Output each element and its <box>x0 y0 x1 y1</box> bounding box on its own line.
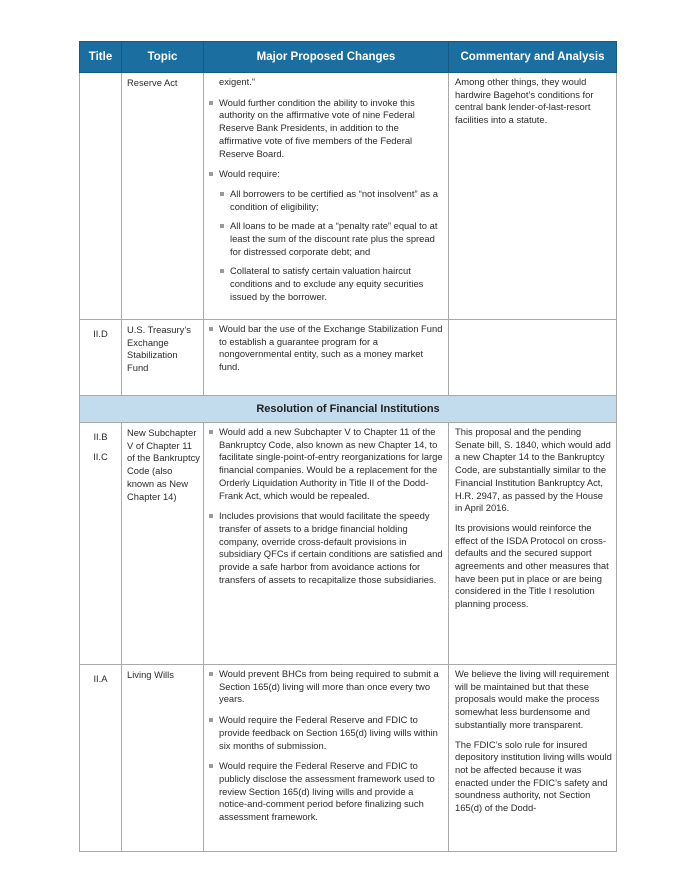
list-item: Would add a new Subchapter V to Chapter 11 of the Bankruptcy Code, also known as new Chapter 14, to facilitate single-point-of-entry reorganizations for large financial companies. Would be a replacement for the Orderly Liquidation Authority in Title II of the Dodd-Frank Act, which would be repealed. <box>208 426 444 502</box>
title-cell: II.A <box>80 665 122 852</box>
title-code: II.B <box>93 431 108 442</box>
table-row <box>80 320 617 396</box>
header-row <box>80 42 617 73</box>
commentary-paragraph: Among other things, they would hardwire Bagehot’s conditions for central bank lender-of-last-resort facilities into a statute. <box>455 76 594 126</box>
list-item: Would require the Federal Reserve and FDIC to provide feedback on Section 165(d) living wills within six months of submission. <box>208 714 444 752</box>
table-row <box>80 423 617 665</box>
title-cell <box>80 423 122 665</box>
section-row <box>80 396 617 423</box>
proposals-table <box>79 41 617 852</box>
changes-cell <box>204 320 449 396</box>
title-cell: II.D <box>80 320 122 396</box>
title-cell <box>80 73 122 320</box>
title-code: II.C <box>93 450 108 462</box>
list-item: Would prevent BHCs from being required to submit a Section 165(d) living will more than once every two years. <box>208 668 444 706</box>
header-commentary: Commentary and Analysis <box>449 42 617 73</box>
sub-list-item: Collateral to satisfy certain valuation haircut conditions and to exclude any equity securities issued by the borrower. <box>219 265 444 303</box>
changes-cell <box>204 73 449 320</box>
sub-list <box>219 188 444 304</box>
header-topic: Topic <box>122 42 204 73</box>
sub-list-item: All borrowers to be certified as “not insolvent” as a condition of eligibility; <box>219 188 444 213</box>
changes-cell <box>204 423 449 665</box>
changes-list <box>208 426 444 586</box>
list-item: Would require the Federal Reserve and FDIC to publicly disclose the assessment framework used to review Section 165(d) living wills and provide a notice-and-comment period before finalizing such assessment framework. <box>208 760 444 824</box>
commentary-paragraph: The FDIC’s solo rule for insured depository institution living wills would not be affected because it was enacted under the FDIC’s safety and soundness authority, not Section 165(d) of the Dodd- <box>455 738 612 814</box>
commentary-paragraph: This proposal and the pending Senate bill, S. 1840, which would add a new Chapter 14 to the Bankruptcy Code, are substantially similar to the Financial Institution Bankruptcy Act, H.R. 2947, as passed by the House in April 2016. <box>455 426 611 514</box>
changes-list <box>208 97 444 304</box>
header-changes: Major Proposed Changes <box>204 42 449 73</box>
changes-cell <box>204 665 449 852</box>
list-item: Would further condition the ability to invoke this authority on the affirmative vote of nine Federal Reserve Bank Presidents, in addition to the affirmative vote of five members of the Federal Reserve Board. <box>208 97 444 161</box>
list-item: Includes provisions that would facilitate the speedy transfer of assets to a bridge financial holding company, override cross-default provisions in subsidiary QFCs if certain conditions are satisfied and provide a safe harbor from avoidance actions for transfers of assets to recapitalize those subsidiaries. <box>208 510 444 586</box>
table-row <box>80 73 617 320</box>
topic-cell: Living Wills <box>122 665 204 852</box>
changes-list <box>208 668 444 824</box>
section-heading: Resolution of Financial Institutions <box>80 396 617 423</box>
commentary-cell <box>449 665 617 852</box>
sub-list-item: All loans to be made at a “penalty rate” equal to at least the sum of the discount rate plus the spread for distressed corporate debt; and <box>219 220 444 258</box>
commentary-paragraph: Its provisions would reinforce the effect of the ISDA Protocol on cross-defaults and the secured support agreements and other measures that have been put in place or are being considered in the Title I resolution planning process. <box>455 521 609 610</box>
header-title: Title <box>80 42 122 73</box>
table-row <box>80 665 617 852</box>
commentary-cell <box>449 320 617 396</box>
list-item <box>208 168 444 303</box>
topic-cell: New Subchapter V of Chapter 11 of the Bankruptcy Code (also known as New Chapter 14) <box>122 423 204 665</box>
commentary-cell <box>449 73 617 320</box>
list-item-text: Would require: <box>219 168 280 180</box>
commentary-paragraph: We believe the living will requirement will be maintained but that these proposals would make the process somewhat less burdensome and substantially more transparent. <box>455 668 610 730</box>
commentary-cell <box>449 423 617 665</box>
topic-cell: U.S. Treasury’s Exchange Stabilization Fund <box>122 320 204 396</box>
continued-text: exigent.” <box>219 76 255 87</box>
changes-list <box>208 323 444 374</box>
list-item: Would bar the use of the Exchange Stabilization Fund to establish a guarantee program for a nongovernmental entity, such as a money market fund. <box>208 323 444 374</box>
topic-cell: Reserve Act <box>122 73 204 320</box>
